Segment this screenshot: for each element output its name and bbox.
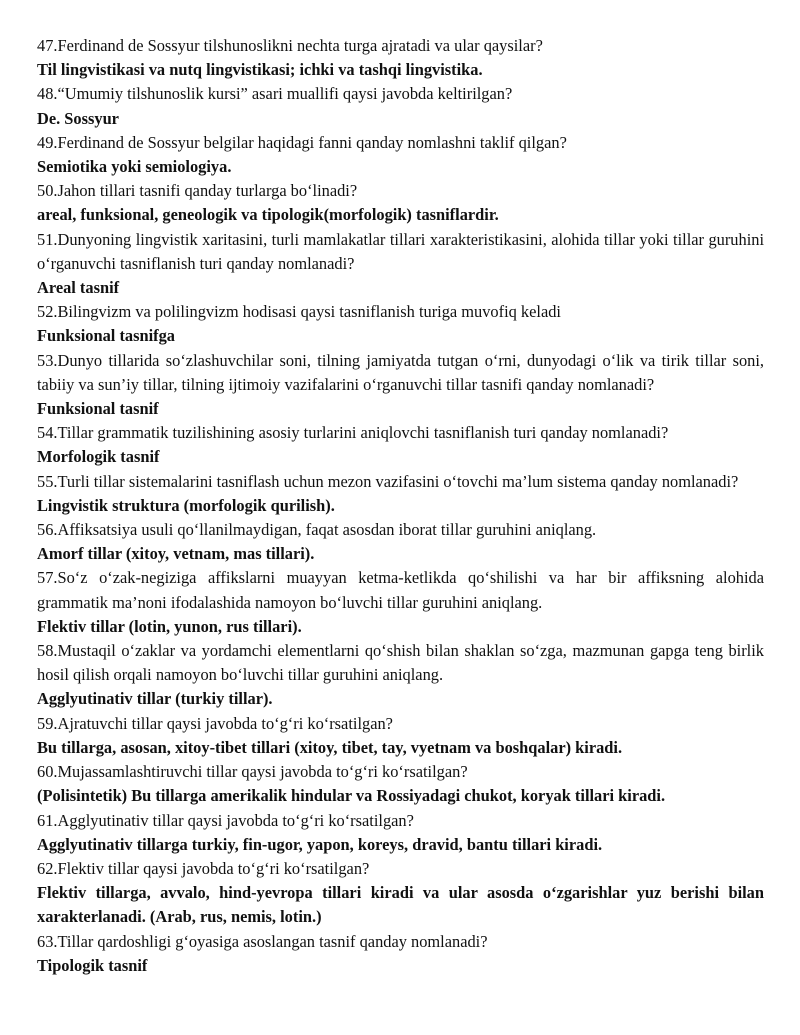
answer-text: Morfologik tasnif xyxy=(37,447,160,467)
answer-text: Flektiv tillarga, avvalo, hind-yevropa tillari kiradi va ular asosda o‘zgarishlar yuz berishi bilan xarakterlanadi. (Arab, rus, nemis, lotin.) xyxy=(37,883,764,927)
question-text: 63.Tillar qardoshligi g‘oyasiga asoslangan tasnif qanday nomlanadi? xyxy=(37,931,488,951)
answer-text: Funksional tasnif xyxy=(37,399,159,419)
answer-text: (Polisintetik) Bu tillarga amerikalik hindular va Rossiyadagi chukot, koryak tillari kiradi. xyxy=(37,786,666,806)
answer-text: Agglyutinativ tillar (turkiy tillar). xyxy=(37,689,273,709)
answer-text: De. Sossyur xyxy=(37,108,119,128)
question-text: 49.Ferdinand de Sossyur belgilar haqidagi fanni qanday nomlashni taklif qilgan? xyxy=(37,132,567,152)
question-text: 62.Flektiv tillar qaysi javobda to‘g‘ri ko‘rsatilgan? xyxy=(37,858,370,878)
question-text: 56.Affiksatsiya usuli qo‘llanilmaydigan, faqat asosdan iborat tillar guruhini aniqlang. xyxy=(37,520,597,540)
document-page xyxy=(37,34,764,978)
answer-text: Areal tasnif xyxy=(37,278,120,298)
question-text: 60.Mujassamlashtiruvchi tillar qaysi javobda to‘g‘ri ko‘rsatilgan? xyxy=(37,762,468,782)
answer-text: Amorf tillar (xitoy, vetnam, mas tillari). xyxy=(37,544,315,564)
question-text: 47.Ferdinand de Sossyur tilshunoslikni nechta turga ajratadi va ular qaysilar? xyxy=(37,36,543,55)
answer-text: Lingvistik struktura (morfologik qurilish). xyxy=(37,495,335,515)
question-text: 53.Dunyo tillarida so‘zlashuvchilar soni, tilning jamiyatda tutgan o‘rni, dunyodagi o‘lik va tirik tillar soni, tabiiy va sun’iy tillar, tilning ijtimoiy vazifalarini o‘rganuvchi tillar tasnifi qanday nomlanadi? xyxy=(37,350,764,394)
answer-text: Tipologik tasnif xyxy=(37,955,148,975)
answer-text: Funksional tasnifga xyxy=(37,326,175,346)
answer-text: Flektiv tillar (lotin, yunon, rus tillari). xyxy=(37,616,302,636)
answer-text: Agglyutinativ tillarga turkiy, fin-ugor, yapon, koreys, dravid, bantu tillari kiradi. xyxy=(37,834,603,854)
answer-text: areal, funksional, geneologik va tipologik(morfologik) tasniflardir. xyxy=(37,205,499,225)
question-text: 51.Dunyoning lingvistik xaritasini, turli mamlakatlar tillari xarakteristikasini, alohida tillar yoki tillar guruhini o‘rganuvchi tasniflanish turi qanday nomlanadi? xyxy=(37,229,764,273)
question-text: 55.Turli tillar sistemalarini tasniflash uchun mezon vazifasini o‘tovchi ma’lum sistema qanday nomlanadi? xyxy=(37,471,739,491)
question-text: 54.Tillar grammatik tuzilishining asosiy turlarini aniqlovchi tasniflanish turi qanday nomlanadi? xyxy=(37,423,669,443)
question-text: 57.So‘z o‘zak-negiziga affikslarni muayyan ketma-ketlikda qo‘shilishi va har bir affiksning alohida grammatik ma’noni ifodalashida namoyon bo‘luvchi tillar guruhini aniqlang. xyxy=(37,568,764,612)
answer-text: Semiotika yoki semiologiya. xyxy=(37,157,232,177)
question-text: 61.Agglyutinativ tillar qaysi javobda to‘g‘ri ko‘rsatilgan? xyxy=(37,810,414,830)
answer-text: Bu tillarga, asosan, xitoy-tibet tillari (xitoy, tibet, tay, vyetnam va boshqalar) kiradi. xyxy=(37,737,623,757)
answer-text: Til lingvistikasi va nutq lingvistikasi; ichki va tashqi lingvistika. xyxy=(37,60,483,80)
question-text: 58.Mustaqil o‘zaklar va yordamchi elementlarni qo‘shish bilan shaklan so‘zga, mazmunan gapga teng birlik hosil qilish orqali namoyon bo‘luvchi tillar guruhini aniqlang. xyxy=(37,641,764,685)
question-text: 48.“Umumiy tilshunoslik kursi” asari muallifi qaysi javobda keltirilgan? xyxy=(37,84,513,104)
question-text: 59.Ajratuvchi tillar qaysi javobda to‘g‘ri ko‘rsatilgan? xyxy=(37,713,393,733)
question-text: 52.Bilingvizm va polilingvizm hodisasi qaysi tasniflanish turiga muvofiq keladi xyxy=(37,302,561,322)
question-text: 50.Jahon tillari tasnifi qanday turlarga bo‘linadi? xyxy=(37,181,358,201)
